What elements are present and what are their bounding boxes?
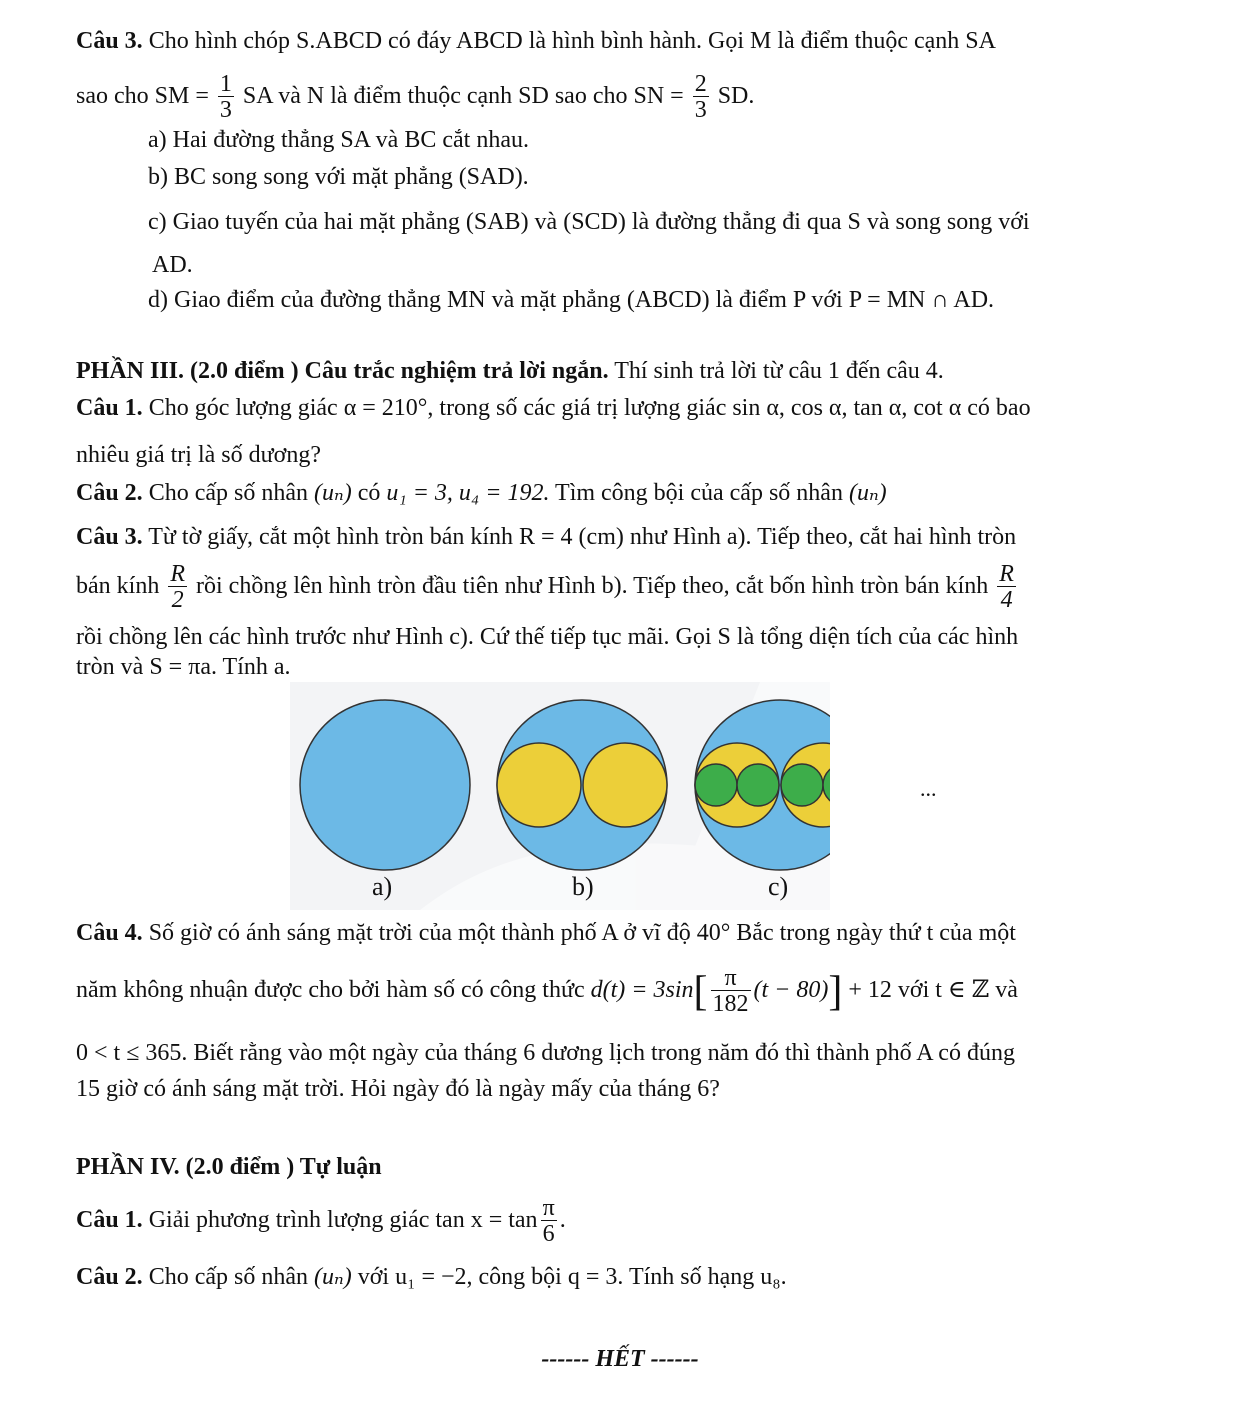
q3-option-d: d) Giao điểm của đường thẳng MN và mặt phẳng (ABCD) là điểm P với P = MN ∩ AD.: [148, 287, 995, 313]
label-b: b): [572, 872, 594, 901]
figure-ellipsis: ...: [920, 776, 937, 801]
circle-c-quarter-1: [695, 764, 737, 806]
p4-q2: Câu 2. Cho cấp số nhân (uₙ) với u₁ = −2, công bội q = 3. Tính số hạng u₈.: [76, 1264, 787, 1290]
p3-q3-line4: tròn và S = πa. Tính a.: [76, 654, 291, 680]
circle-a-large: [300, 700, 470, 870]
p3-q1-line2: nhiêu giá trị là số dương?: [76, 442, 321, 468]
p3-q3-line2: bán kính $\frac{R}{2}$ rồi chồng lên hình tròn đầu tiên như Hình b). Tiếp theo, cắt bốn hình tròn bán kính $\frac{R}{4}$: [76, 561, 1014, 613]
circle-b-half-right: [583, 743, 667, 827]
label-a: a): [372, 872, 393, 901]
p3-q3-line1: Câu 3. Từ tờ giấy, cắt một hình tròn bán kính R = 4 (cm) như Hình a). Tiếp theo, cắt hai hình tròn: [76, 524, 1017, 550]
circles-figure-svg: [290, 682, 830, 910]
circles-figure: [290, 682, 830, 910]
circle-c-quarter-3: [781, 764, 823, 806]
fraction-r-over-2: $\frac{R}{2}$: [170, 561, 185, 613]
q3-line1: Câu 3. Cho hình chóp S.ABCD có đáy ABCD là hình bình hành. Gọi M là điểm thuộc cạnh SA: [76, 28, 996, 54]
p4-q1: Câu 1. Giải phương trình lượng giác tan x = tan $\frac{\pi}{6}$ .: [76, 1195, 566, 1247]
part3-heading: PHẦN III. (2.0 điểm ) Câu trắc nghiệm trả lời ngắn. Thí sinh trả lời từ câu 1 đến câu 4.: [76, 358, 944, 384]
circle-c-quarter-2: [737, 764, 779, 806]
fraction-two-thirds: $\frac{2}{3}$: [694, 71, 707, 123]
p3-q1-line1: Câu 1. Cho góc lượng giác α = 210°, trong số các giá trị lượng giác sin α, cos α, tan α, cot α có bao: [76, 395, 1031, 421]
part4-heading: PHẦN IV. (2.0 điểm ) Tự luận: [76, 1154, 382, 1180]
p3-q3-line3: rồi chồng lên các hình trước như Hình c). Cứ thế tiếp tục mãi. Gọi S là tổng diện tích của các hình: [76, 624, 1019, 650]
p3-q4-line4: 15 giờ có ánh sáng mặt trời. Hỏi ngày đó là ngày mấy của tháng 6?: [76, 1076, 720, 1102]
q3-option-a: a) Hai đường thẳng SA và BC cắt nhau.: [148, 127, 529, 153]
p3-q2: Câu 2. Cho cấp số nhân (uₙ) có u₁ = 3, u₄ = 192. Tìm công bội của cấp số nhân (uₙ): [76, 480, 887, 506]
end-marker: ------ HẾT ------: [541, 1346, 699, 1372]
label-c: c): [768, 872, 789, 901]
p3-q4-line2: năm không nhuận được cho bởi hàm số có công thức d(t) = 3sin[ $\frac{\pi}{182}$ (t − 80)] + 12 với t ∈ ℤ và: [76, 965, 1018, 1017]
p3-q4-line3: 0 < t ≤ 365. Biết rằng vào một ngày của tháng 6 dương lịch trong năm đó thì thành phố A có đúng: [76, 1040, 1015, 1066]
q3-option-c: c) Giao tuyến của hai mặt phẳng (SAB) và (SCD) là đường thẳng đi qua S và song song với: [148, 209, 1030, 235]
circle-b-half-left: [497, 743, 581, 827]
fraction-r-over-4: $\frac{R}{4}$: [999, 561, 1014, 613]
q3-line2: sao cho SM = $\frac{1}{3}$ SA và N là điểm thuộc cạnh SD sao cho SN = $\frac{2}{3}$ SD.: [76, 71, 755, 123]
p3-q4-line1: Câu 4. Số giờ có ánh sáng mặt trời của một thành phố A ở vĩ độ 40° Bắc trong ngày thứ t của một: [76, 920, 1016, 946]
fraction-one-third: $\frac{1}{3}$: [219, 71, 232, 123]
q3-option-b: b) BC song song với mặt phẳng (SAD).: [148, 164, 529, 190]
q3-option-c-cont: AD.: [152, 252, 193, 278]
